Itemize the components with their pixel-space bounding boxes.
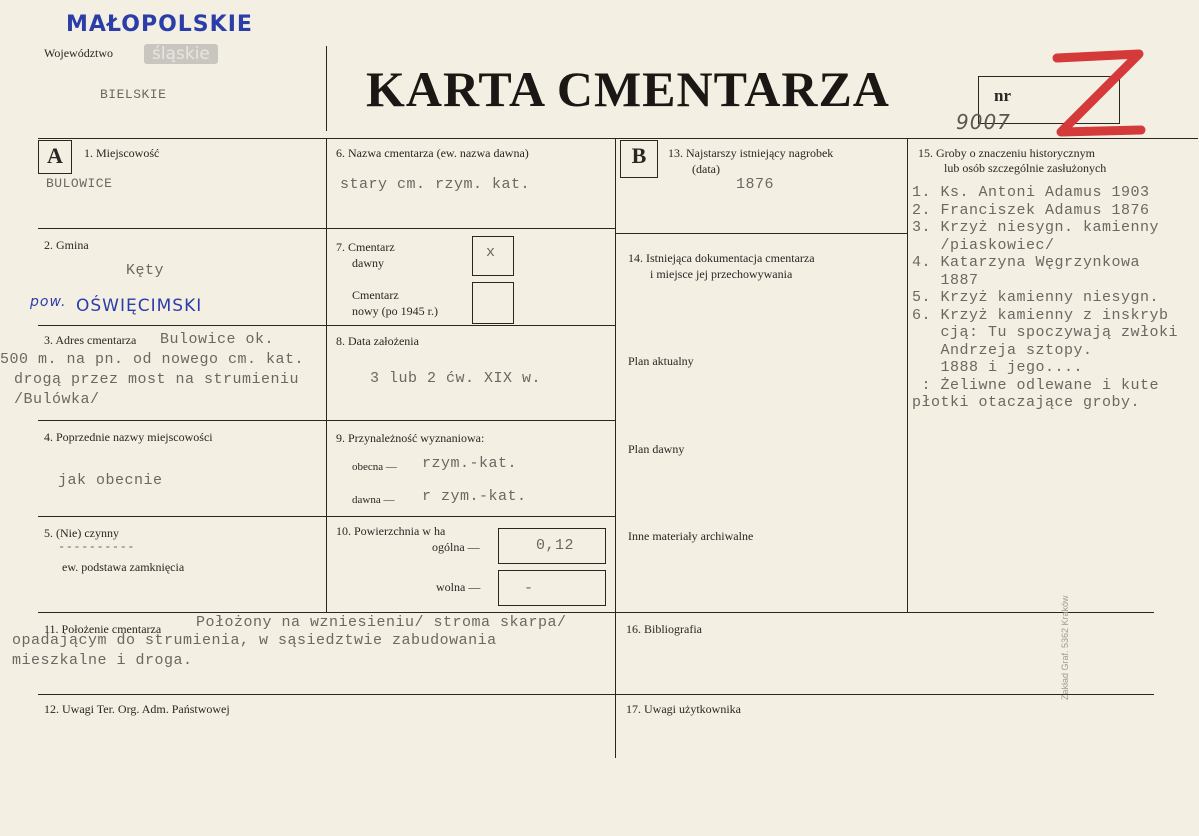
grave-line: 5. Krzyż kamienny niesygn. xyxy=(912,289,1160,306)
row-line-1b xyxy=(615,233,907,234)
grave-line: 1. Ks. Antoni Adamus 1903 xyxy=(912,184,1150,201)
field-4-value: jak obecnie xyxy=(58,472,163,489)
row-line-4 xyxy=(38,516,615,517)
page-title: KARTA CMENTARZA xyxy=(366,61,890,117)
red-z-mark xyxy=(1045,44,1151,144)
field-1-value: BULOWICE xyxy=(46,176,113,191)
field-8-label: 8. Data założenia xyxy=(336,334,419,348)
printer-imprint: Zakład Graf. 5362 Kraków xyxy=(1060,595,1070,700)
field-9-former-label: dawna — xyxy=(352,494,395,506)
field-15-label2: lub osób szczególnie zasłużonych xyxy=(944,161,1107,175)
field-5-sub: ew. podstawa zamknięcia xyxy=(62,560,185,574)
field-9-current-value: rzym.-kat. xyxy=(422,455,518,472)
field-10-total-value: 0,12 xyxy=(536,537,575,554)
field-3-line3: drogą przez most na strumieniu xyxy=(14,371,300,388)
field-9-former-value: r zym.-kat. xyxy=(422,488,527,505)
field-7-label2: dawny xyxy=(352,256,384,270)
grave-line: cją: Tu spoczywają zwłoki xyxy=(912,324,1179,341)
voivodeship-handwritten: MAŁOPOLSKIE xyxy=(66,12,253,37)
grave-line: 2. Franciszek Adamus 1876 xyxy=(912,201,1150,219)
divider-v1 xyxy=(326,46,327,131)
row-line-6 xyxy=(38,694,1154,695)
field-10-label: 10. Powierzchnia w ha xyxy=(336,524,446,538)
nr-mark-text xyxy=(0,0,1,1)
field-4-label: 4. Poprzednie nazwy miejscowości xyxy=(44,430,213,444)
field-14-label2: i miejsce jej przechowywania xyxy=(650,267,793,281)
field-10-total-label: ogólna — xyxy=(432,540,480,554)
field-5-label: 5. (Nie) czynny xyxy=(44,526,119,540)
field-9-current-label: obecna — xyxy=(352,461,397,473)
field-3-line1: Bulowice ok. xyxy=(160,331,275,348)
grave-line: 3. Krzyż niesygn. kamienny xyxy=(912,219,1160,236)
voivodeship-struck: śląskie xyxy=(144,44,218,64)
field-15-label: 15. Groby o znaczeniu historycznym xyxy=(918,146,1095,160)
field-17-label: 17. Uwagi użytkownika xyxy=(626,702,741,716)
field-13-label: 13. Najstarszy istniejący nagrobek xyxy=(668,146,834,160)
grave-line: 1887 xyxy=(912,271,979,289)
field-1-label: 1. Miejscowość xyxy=(84,146,160,160)
field-11-label: 11. Położenie cmentarza xyxy=(44,622,162,636)
row-line-2 xyxy=(38,325,615,326)
field-9-label: 9. Przynależność wyznaniowa: xyxy=(336,431,485,445)
grave-line: płotki otaczające groby. xyxy=(912,394,1141,411)
other-materials-label: Inne materiały archiwalne xyxy=(628,529,754,543)
grave-line: /piaskowiec/ xyxy=(912,236,1055,254)
field-3-label: 3. Adres cmentarza xyxy=(44,333,137,347)
grave-line: 4. Katarzyna Węgrzynkowa xyxy=(912,254,1141,271)
voivodeship-typed: BIELSKIE xyxy=(100,87,167,102)
divider-vA xyxy=(326,138,327,612)
field-7b-label: Cmentarz xyxy=(352,288,399,302)
field-6-value: stary cm. rzym. kat. xyxy=(340,176,531,193)
field-3-line4: /Bulówka/ xyxy=(14,391,100,408)
graves-list xyxy=(912,184,1199,412)
grave-line: 1888 i jego.... xyxy=(912,359,1084,376)
nr-handwritten: 9007 xyxy=(956,110,1011,134)
field-7b-label2: nowy (po 1945 r.) xyxy=(352,304,438,318)
field-11-line3: mieszkalne i droga. xyxy=(12,652,193,669)
field-13-value: 1876 xyxy=(736,176,775,193)
field-8-value: 3 lub 2 ćw. XIX w. xyxy=(370,370,542,387)
field-16-label: 16. Bibliografia xyxy=(626,622,702,636)
grave-line: Andrzeja sztopy. xyxy=(912,341,1093,359)
row-line-5 xyxy=(38,612,1154,613)
field-6-label: 6. Nazwa cmentarza (ew. nazwa dawna) xyxy=(336,146,529,160)
field-12-label: 12. Uwagi Ter. Org. Adm. Państwowej xyxy=(44,702,230,716)
divider-vC xyxy=(907,138,908,612)
field-3-line2: 500 m. na pn. od nowego cm. kat. xyxy=(0,351,305,368)
new-cemetery-checkbox xyxy=(472,282,514,324)
powiat-value: OŚWIĘCIMSKI xyxy=(76,296,203,316)
field-10-free-label: wolna — xyxy=(436,580,481,594)
free-area-box xyxy=(498,570,606,606)
old-cemetery-mark: x xyxy=(486,244,496,261)
field-11-line1: Położony na wzniesieniu/ stroma skarpa/ xyxy=(196,614,567,631)
nr-label: nr xyxy=(994,86,1011,105)
plan-current-label: Plan aktualny xyxy=(628,354,694,368)
field-13-label2: (data) xyxy=(692,162,720,176)
grave-line: 6. Krzyż kamienny z inskryb xyxy=(912,306,1169,324)
plan-former-label: Plan dawny xyxy=(628,442,685,456)
row-line-1 xyxy=(38,228,615,229)
field-5-value: ---------- xyxy=(58,540,136,554)
divider-top xyxy=(38,138,1198,139)
field-7-label: 7. Cmentarz xyxy=(336,240,395,254)
section-b-letter: B xyxy=(620,140,658,178)
field-11-line2: opadającym do strumienia, w sąsiedztwie zabudowania xyxy=(12,632,497,649)
grave-line: : Żeliwne odlewane i kute xyxy=(912,376,1160,394)
powiat-prefix: pow. xyxy=(30,294,67,310)
voivodeship-label: Województwo xyxy=(44,46,114,60)
field-2-value: Kęty xyxy=(126,262,165,279)
section-a-letter: A xyxy=(38,140,72,174)
field-10-free-value: - xyxy=(524,580,534,597)
divider-vB xyxy=(615,138,616,758)
field-14-label: 14. Istniejąca dokumentacja cmentarza xyxy=(628,251,815,265)
row-line-3 xyxy=(38,420,615,421)
field-2-label: 2. Gmina xyxy=(44,238,89,252)
